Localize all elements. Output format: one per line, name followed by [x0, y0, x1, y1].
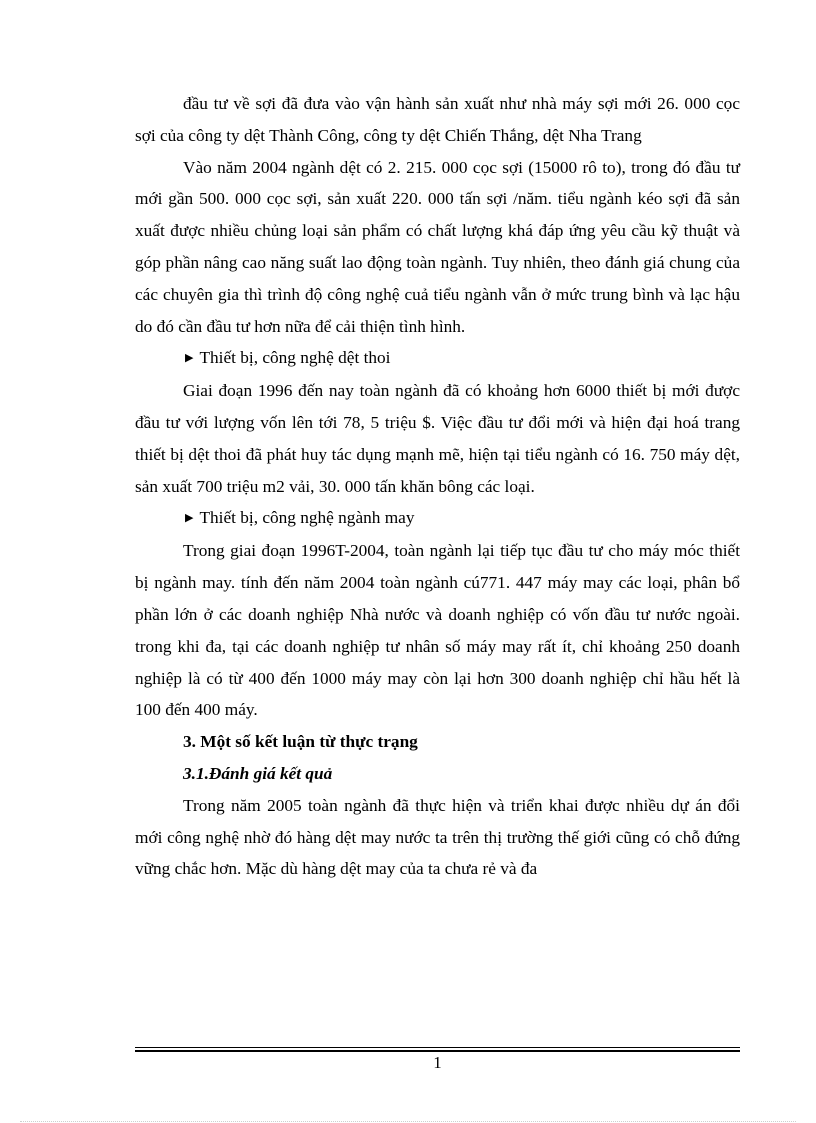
arrow-right-icon: ▶: [185, 351, 194, 364]
subsection-heading: 3.1.Đánh giá kết quả: [183, 763, 333, 783]
paragraph-spinning-investment: đầu tư về sợi đã đưa vào vận hành sản xuất như nhà máy sợi mới 26. 000 cọc sợi của công ty dệt Thành Công, công ty dệt Chiến Thắng, dệt Nha Trang: [135, 94, 740, 145]
paragraph-garment: Trong giai đoạn 1996T-2004, toàn ngành lại tiếp tục đầu tư cho máy móc thiết bị ngành may. tính đến năm 2004 toàn ngành cú771. 447 máy may các loại, phân bổ phần lớn ở các doanh nghiệp Nhà nước và doanh nghiệp có vốn đầu tư nước ngoài. trong khi đa, tại các doanh nghiệp tư nhân số máy may rất ít, chỉ khoảng 250 doanh nghiệp là có từ 400 đến 1000 máy may còn lại hơn 300 doanh nghiệp chỉ hầu hết là 100 đến 400 máy.: [135, 541, 740, 720]
page-body: [135, 88, 740, 885]
arrow-right-icon: ▶: [185, 511, 194, 524]
bullet-garment-label: Thiết bị, công nghệ ngành may: [199, 508, 415, 528]
bullet-garment: [135, 502, 740, 535]
paragraph-results: Trong năm 2005 toàn ngành đã thực hiện và triển khai được nhiều dự án đổi mới công nghệ nhờ đó hàng dệt may nước ta trên thị trường thế giới cũng có chỗ đứng vững chắc hơn. Mặc dù hàng dệt may của ta chưa rẻ và đa: [135, 795, 740, 879]
page-edge-divider: [20, 1121, 796, 1122]
paragraph-spinning-2004: Vào năm 2004 ngành dệt có 2. 215. 000 cọc sợi (15000 rô to), trong đó đầu tư mới gần 500. 000 cọc sợi, sản xuất 220. 000 tấn sợi /năm. tiểu ngành kéo sợi đã sản xuất được nhiều chủng loại sản phẩm có chất lượng khá đáp ứng yêu cầu kỹ thuật và góp phần nâng cao năng suất lao động toàn ngành. Tuy nhiên, theo đánh giá chung của các chuyên gia thì trình độ công nghệ cuả tiểu ngành vẫn ở mức trung bình và lạc hậu do đó cần đầu tư hơn nữa để cải thiện tình hình.: [135, 157, 740, 336]
paragraph-weaving: Giai đoạn 1996 đến nay toàn ngành đã có khoảng hơn 6000 thiết bị mới được đầu tư với lượng vốn lên tới 78, 5 triệu $. Việc đầu tư đổi mới và hiện đại hoá trang thiết bị dệt thoi đã phát huy tác dụng mạnh mẽ, hiện tại tiểu ngành có 16. 750 máy dệt, sản xuất 700 triệu m2 vải, 30. 000 tấn khăn bông các loại.: [135, 381, 740, 496]
bullet-weaving: [135, 342, 740, 375]
section-heading: 3. Một số kết luận từ thực trạng: [183, 732, 418, 752]
bullet-weaving-label: Thiết bị, công nghệ dệt thoi: [199, 348, 391, 368]
page-number: 1: [433, 1053, 442, 1072]
